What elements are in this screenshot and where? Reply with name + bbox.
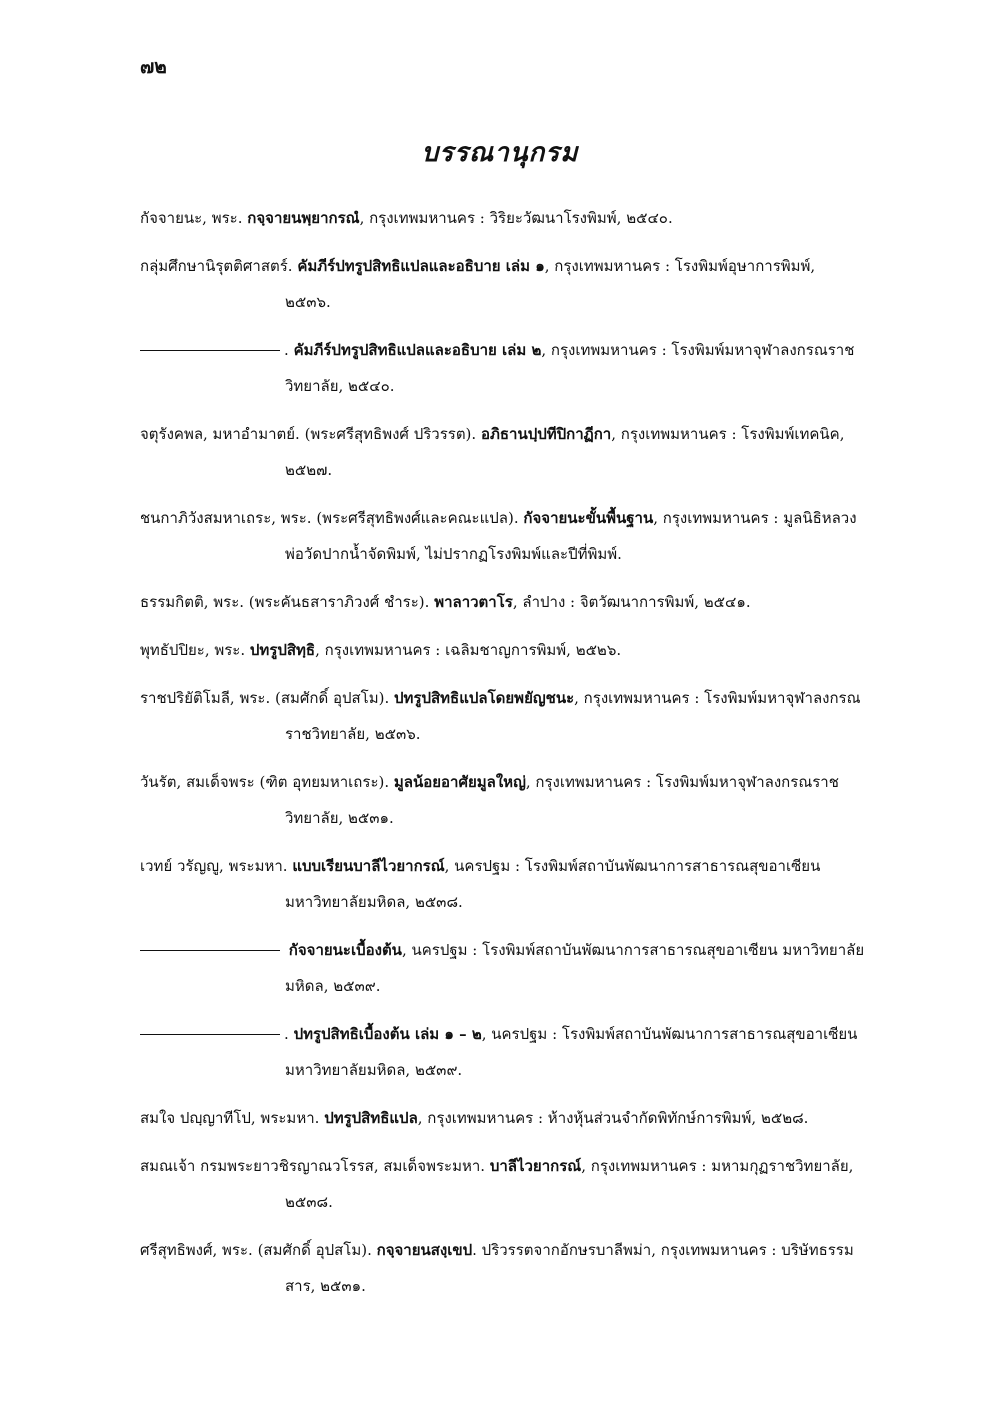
entry-author: ราชปริยัติโมลี, พระ. (สมศักดิ์ อุปสโม).	[140, 689, 390, 707]
entry-publication: , กรุงเทพมหานคร : มหามกุฏราชวิทยาลัย, ๒๕๓๘.	[285, 1157, 854, 1211]
bibliography-entry	[140, 848, 865, 920]
bibliography-entry	[140, 1148, 865, 1220]
entry-author: กลุ่มศึกษานิรุตติศาสตร์.	[140, 257, 293, 275]
entry-publication: , กรุงเทพมหานคร : โรงพิมพ์มหาจุฬาลงกรณราชวิทยาลัย, ๒๕๓๑.	[285, 773, 839, 827]
entry-work-title: ปทรูปสิทธิแปลโดยพยัญชนะ	[394, 689, 575, 707]
entry-work-title: คัมภีร์ปทรูปสิทธิแปลและอธิบาย เล่ม ๑	[297, 257, 545, 275]
entry-work-title: ปทรูปสิทธิแปล	[324, 1109, 418, 1127]
entry-author: กัจจายนะ, พระ.	[140, 209, 243, 227]
entry-author: .	[284, 1025, 289, 1043]
entry-author: วันรัต, สมเด็จพระ (ฑิต อุทยมหาเถระ).	[140, 773, 390, 791]
entry-publication: , กรุงเทพมหานคร : โรงพิมพ์อุษาการพิมพ์, ๒๕๓๖.	[285, 257, 816, 311]
bibliography-entry	[140, 248, 865, 320]
repeat-author-line	[140, 350, 280, 351]
entry-publication: , นครปฐม : โรงพิมพ์สถาบันพัฒนาการสาธารณสุขอาเซียน มหาวิทยาลัยมหิดล, ๒๕๓๘.	[285, 857, 821, 911]
entry-publication: , กรุงเทพมหานคร : ห้างหุ้นส่วนจำกัดพิทักษ์การพิมพ์, ๒๕๒๘.	[417, 1109, 809, 1127]
bibliography-entry	[140, 200, 865, 236]
entry-author: ธรรมกิตติ, พระ. (พระคันธสาราภิวงศ์ ชำระ).	[140, 593, 430, 611]
bibliography-list	[140, 200, 865, 1316]
bibliography-entry	[140, 584, 865, 620]
bibliography-entry	[140, 932, 865, 1004]
entry-publication: , กรุงเทพมหานคร : มูลนิธิหลวงพ่อวัดปากน้ำจัดพิมพ์, ไม่ปรากฏโรงพิมพ์และปีที่พิมพ์.	[285, 509, 857, 563]
bibliography-entry	[140, 1016, 865, 1088]
entry-work-title: กัจจายนะเบื้องต้น	[288, 941, 402, 959]
entry-publication: , กรุงเทพมหานคร : โรงพิมพ์เทคนิค, ๒๕๒๗.	[285, 425, 845, 479]
bibliography-entry	[140, 332, 865, 404]
entry-work-title: คัมภีร์ปทรูปสิทธิแปลและอธิบาย เล่ม ๒	[293, 341, 542, 359]
repeat-author-line	[140, 950, 280, 951]
repeat-author-line	[140, 1034, 280, 1035]
entry-author: สมใจ ปญฺญาทีโป, พระมหา.	[140, 1109, 320, 1127]
entry-work-title: กัจจายนะขั้นพื้นฐาน	[523, 509, 654, 527]
entry-author: เวทย์ วรัญญู, พระมหา.	[140, 857, 288, 875]
page-title: บรรณานุกรม	[421, 138, 579, 168]
entry-work-title: กจฺจายนพฺยากรณํ	[247, 209, 360, 227]
entry-publication: , กรุงเทพมหานคร : เฉลิมชาญการพิมพ์, ๒๕๒๖.	[315, 641, 622, 659]
entry-work-title: แบบเรียนบาลีไวยากรณ์	[292, 857, 445, 875]
bibliography-entry	[140, 1100, 865, 1136]
entry-author: ศรีสุทธิพงศ์, พระ. (สมศักดิ์ อุปสโม).	[140, 1241, 372, 1259]
entry-work-title: บาลีไวยากรณ์	[489, 1157, 582, 1175]
entry-publication: , กรุงเทพมหานคร : โรงพิมพ์มหาจุฬาลงกรณราชวิทยาลัย, ๒๕๓๖.	[285, 689, 861, 743]
entry-work-title: มูลน้อยอาศัยมูลใหญ่	[393, 773, 526, 791]
bibliography-entry	[140, 1232, 865, 1304]
entry-publication: , กรุงเทพมหานคร : โรงพิมพ์มหาจุฬาลงกรณราชวิทยาลัย, ๒๕๔๐.	[285, 341, 855, 395]
entry-publication: , กรุงเทพมหานคร : วิริยะวัฒนาโรงพิมพ์, ๒๕๔๐.	[359, 209, 673, 227]
entry-publication: , ลำปาง : จิตวัฒนาการพิมพ์, ๒๕๔๑.	[512, 593, 751, 611]
entry-publication: . ปริวรรตจากอักษรบาลีพม่า, กรุงเทพมหานคร : บริษัทธรรมสาร, ๒๕๓๑.	[285, 1241, 854, 1295]
entry-work-title: ปทรูปสิทธิเบื้องต้น เล่ม ๑ – ๒	[293, 1025, 482, 1043]
bibliography-entry	[140, 764, 865, 836]
page-number: ๗๒	[140, 56, 167, 78]
entry-author: สมณเจ้า กรมพระยาวชิรญาณวโรรส, สมเด็จพระมหา.	[140, 1157, 486, 1175]
bibliography-entry	[140, 680, 865, 752]
entry-author: พุทธัปปิยะ, พระ.	[140, 641, 246, 659]
entry-publication: , นครปฐม : โรงพิมพ์สถาบันพัฒนาการสาธารณสุขอาเซียน มหาวิทยาลัยมหิดล, ๒๕๓๙.	[285, 1025, 858, 1079]
entry-author: จตุรังคพล, มหาอำมาตย์. (พระศรีสุทธิพงศ์ ปริวรรต).	[140, 425, 477, 443]
bibliography-entry	[140, 500, 865, 572]
entry-work-title: พาลาวตาโร	[434, 593, 513, 611]
bibliography-entry	[140, 632, 865, 668]
entry-publication: , นครปฐม : โรงพิมพ์สถาบันพัฒนาการสาธารณสุขอาเซียน มหาวิทยาลัยมหิดล, ๒๕๓๙.	[285, 941, 865, 995]
entry-work-title: ปทรูปสิทฺธิ	[249, 641, 316, 659]
entry-work-title: กจฺจายนสงฺเขป	[376, 1241, 473, 1259]
entry-author: ชนกาภิวังสมหาเถระ, พระ. (พระศรีสุทธิพงศ์และคณะแปล).	[140, 509, 519, 527]
entry-work-title: อภิธานปฺปทีปิกาฏีกา	[480, 425, 612, 443]
entry-author: .	[284, 341, 289, 359]
bibliography-entry	[140, 416, 865, 488]
